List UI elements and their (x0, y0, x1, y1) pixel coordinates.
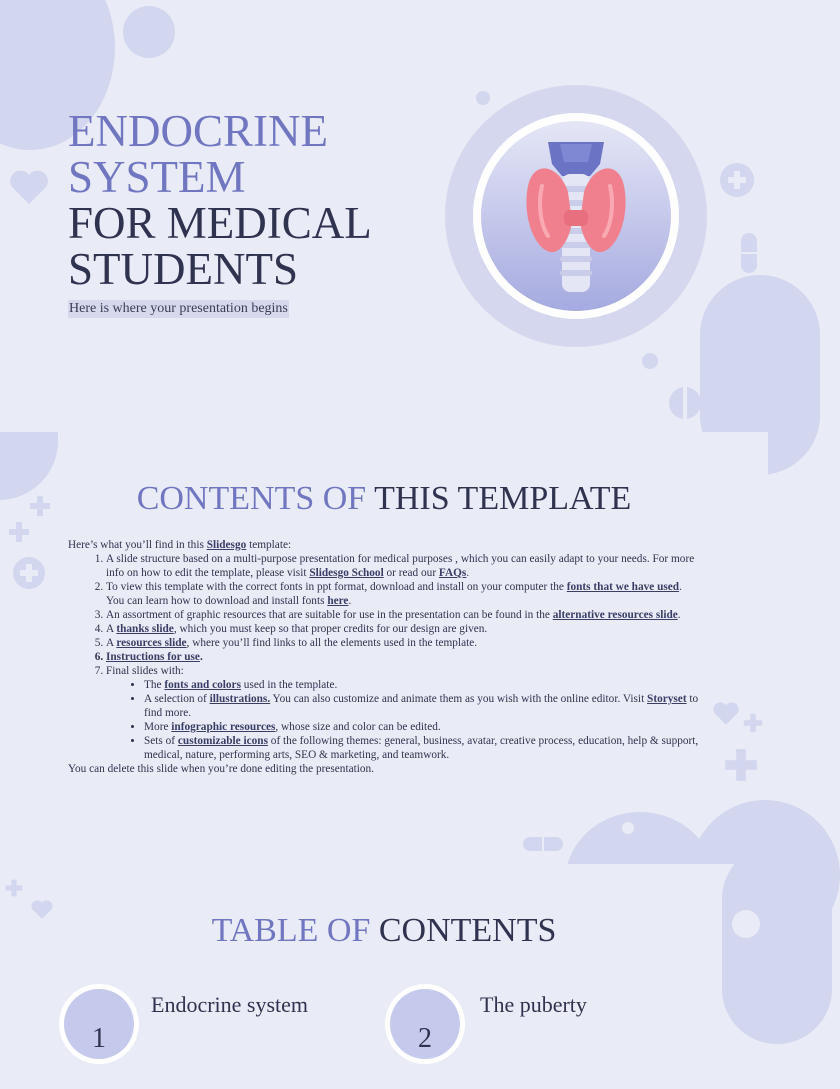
decor-circle (123, 6, 175, 58)
contents-sublist-item: • A selection of illustrations. You can also customize and animate them as you wish with the online editor. Visit Storyset to find more. (144, 692, 700, 720)
resource-link[interactable]: Instructions for use (106, 651, 200, 663)
contents-list (68, 552, 700, 762)
title-slide (0, 0, 768, 432)
resource-link[interactable]: thanks slide (116, 623, 174, 635)
toc-number-badge[interactable] (385, 984, 465, 1064)
contents-list-item: 5. A resources slide, where you’ll find links to all the elements used in the template. (106, 636, 700, 650)
toc-item-title[interactable]: Endocrine system (151, 992, 309, 1017)
resource-link[interactable]: fonts and colors (164, 679, 241, 691)
thyroid-gland-icon (520, 136, 632, 296)
resource-link[interactable]: here (327, 595, 349, 607)
contents-sublist-item: • The fonts and colors used in the template. (144, 678, 700, 692)
toc-number: 2 (390, 989, 460, 1059)
presentation-title (68, 108, 372, 292)
resource-link[interactable]: illustrations. (209, 693, 271, 705)
section-title (0, 912, 768, 950)
contents-sublist-item: • Sets of customizable icons of the following themes: general, business, avatar, creative process, education, help & support, medical, nature, performing arts, SEO & marketing, and teamwork. (144, 734, 700, 762)
contents-sublist-item: • More infographic resources, whose size and color can be edited. (144, 720, 700, 734)
contents-sublist (106, 678, 700, 762)
contents-list-item: 6. Instructions for use. (106, 650, 700, 664)
resource-link[interactable]: alternative resources slide (552, 609, 678, 621)
heart-icon (8, 170, 50, 206)
decor-dot (98, 60, 112, 74)
toc-number: 1 (64, 989, 134, 1059)
medical-cross-icon (719, 162, 755, 198)
plus-icon (7, 520, 31, 544)
title-line: FOR MEDICAL (68, 198, 372, 248)
decor-dot (622, 822, 634, 834)
medical-cross-icon (12, 556, 46, 590)
intro-text: Here’s what you’ll find in this Slidesgo template: (68, 539, 292, 551)
title-line: ENDOCRINE (68, 106, 328, 156)
resource-link[interactable]: Slidesgo School (309, 567, 384, 579)
slidesgo-link[interactable]: Slidesgo (206, 539, 247, 551)
toc-number-badge[interactable] (59, 984, 139, 1064)
heart-icon (712, 702, 740, 726)
title-accent: CONTENTS OF (136, 480, 367, 517)
resource-link[interactable]: FAQs (438, 567, 467, 579)
contents-list-item: 7. Final slides with: • The fonts and colors used in the template. • A selection of illustrations. You can also customize and animate them as you wish with the online editor. Visit Storyset to find more. • More infographic resources, whose size and color can be edited. • Sets of customizable icons of the following themes: general, business, avatar, creative process, education, help & support, medical, nature, performing arts, SEO & marketing, and teamwork. (106, 664, 700, 762)
title-dark: CONTENTS (370, 912, 557, 949)
pill-icon (740, 232, 758, 274)
toc-item-title[interactable]: The puberty (480, 992, 587, 1017)
contents-body (68, 538, 700, 776)
resource-link[interactable]: customizable icons (177, 735, 268, 747)
title-line: STUDENTS (68, 244, 299, 294)
resource-link[interactable]: fonts that we have used (566, 581, 680, 593)
toc-slide (0, 864, 768, 1054)
contents-list-item: 2. To view this template with the correct fonts in ppt format, download and install on your computer the fonts that we have used. You can learn how to download and install fonts here. (106, 580, 700, 608)
subtitle: Here is where your presentation begins (69, 301, 288, 316)
contents-slide (0, 432, 768, 864)
title-dark: THIS TEMPLATE (366, 480, 632, 517)
tablet-icon (668, 386, 702, 420)
section-title (0, 480, 768, 518)
contents-list-item: 1. A slide structure based on a multi-purpose presentation for medical purposes , which you can easily adapt to your needs. For more info on how to edit the template, please visit Slidesgo School or read our FAQs. (106, 552, 700, 580)
plus-icon (4, 878, 24, 898)
contents-list-item: 4. A thanks slide, which you must keep so that proper credits for our design are given. (106, 622, 700, 636)
title-accent: TABLE OF (211, 912, 371, 949)
decor-dot (642, 353, 658, 369)
resource-link[interactable]: resources slide (116, 637, 187, 649)
contents-list-item: 3. An assortment of graphic resources that are suitable for use in the presentation can be found in the alternative resources slide. (106, 608, 700, 622)
pill-icon (522, 836, 564, 852)
outro-text: You can delete this slide when you’re done editing the presentation. (68, 763, 374, 775)
plus-icon (722, 746, 760, 784)
title-line: SYSTEM (68, 152, 246, 202)
plus-icon (742, 712, 764, 734)
resource-link[interactable]: infographic resources (171, 721, 276, 733)
decor-dot (476, 91, 490, 105)
resource-link[interactable]: Storyset (647, 693, 687, 705)
